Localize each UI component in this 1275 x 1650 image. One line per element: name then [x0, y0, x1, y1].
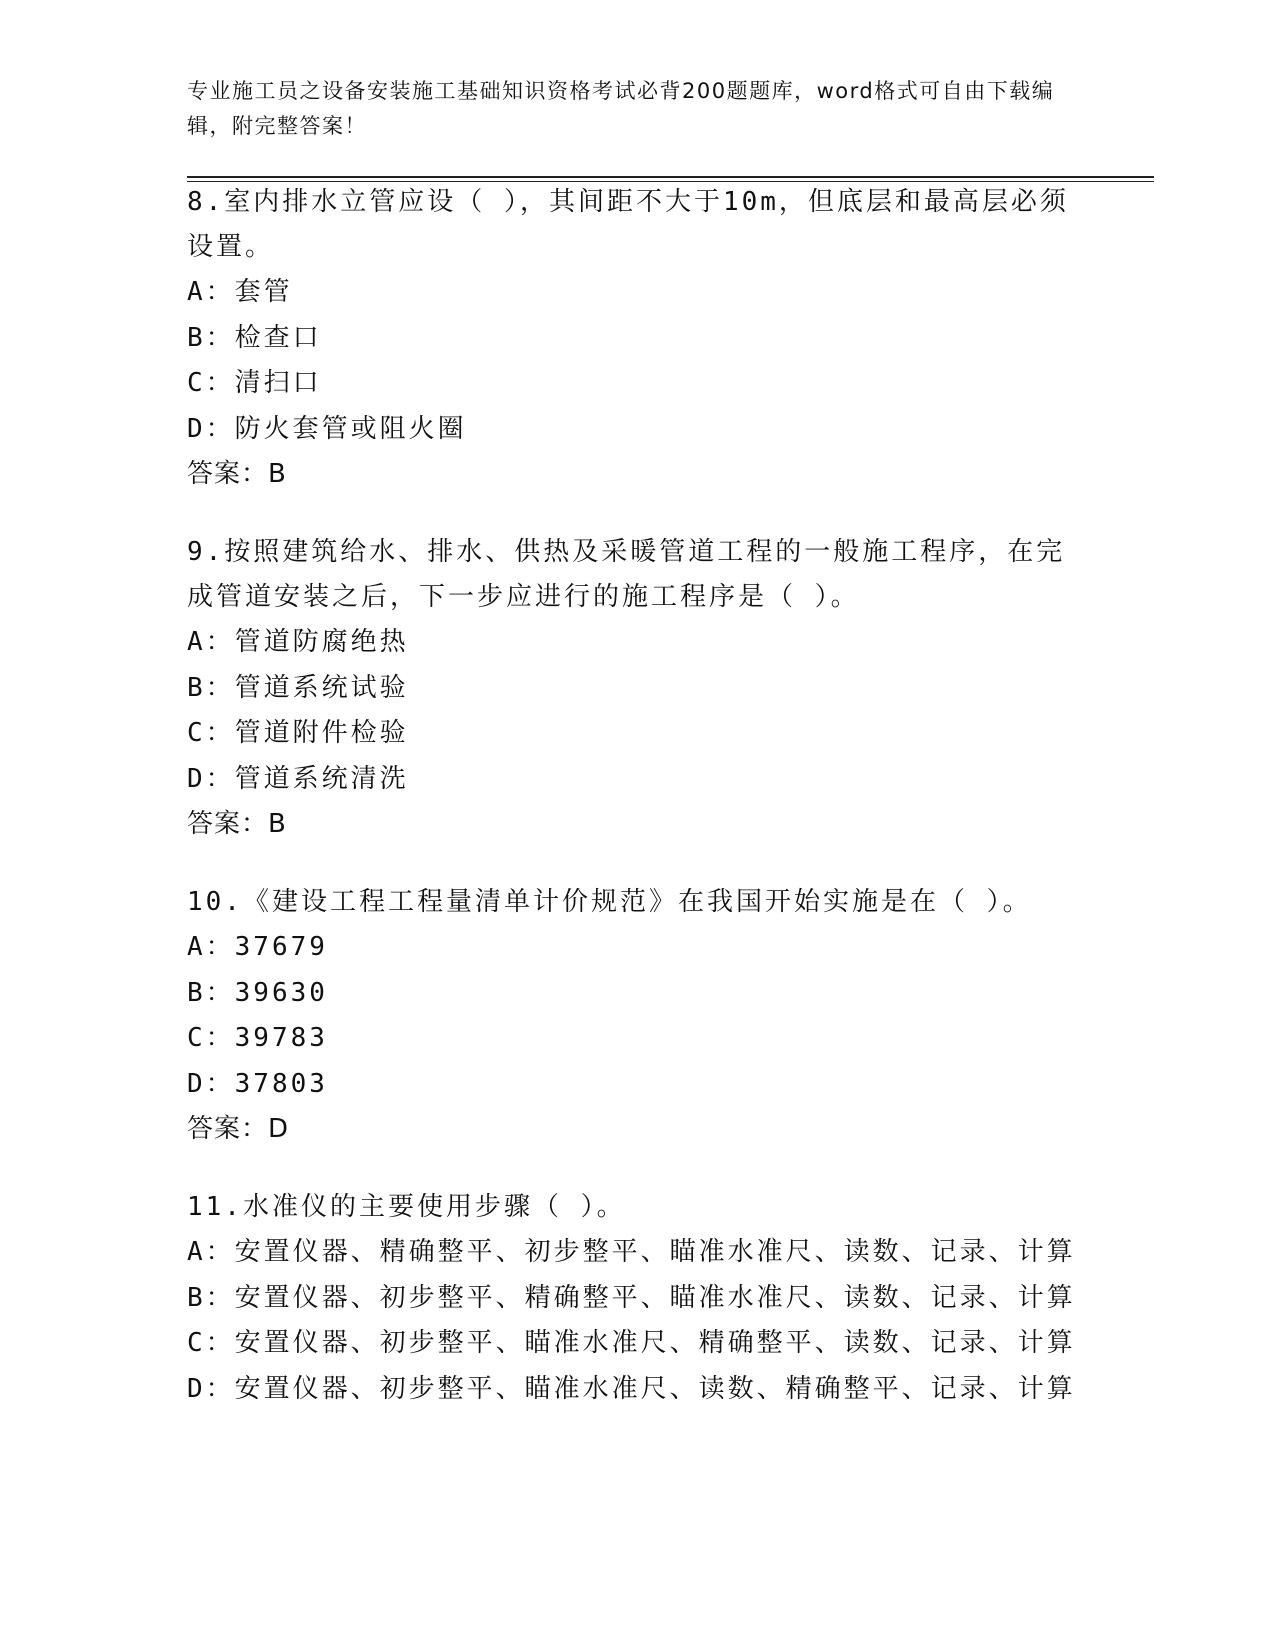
- question-11: [187, 1185, 1077, 1412]
- question-stem: 11.水准仪的主要使用步骤（ ）。: [187, 1192, 626, 1222]
- option-d: D：安置仪器、初步整平、瞄准水准尺、读数、精确整平、记录、计算: [187, 1373, 1076, 1404]
- document-header: 专业施工员之设备安装施工基础知识资格考试必背200题题库，word格式可自由下载编辑，附完整答案！: [187, 79, 1055, 138]
- option-c: C：39783: [187, 1023, 328, 1053]
- question-8: [187, 180, 1077, 497]
- option-c: C：管道附件检验: [187, 718, 409, 748]
- option-a: A：37679: [187, 932, 328, 962]
- option-a: A：套管: [187, 277, 293, 307]
- answer: 答案：B: [187, 809, 287, 839]
- answer: 答案：B: [187, 459, 287, 489]
- question-10: [187, 880, 1077, 1152]
- question-9: [187, 530, 1077, 847]
- option-b: B：管道系统试验: [187, 672, 409, 703]
- option-d: D：防火套管或阻火圈: [187, 413, 467, 444]
- question-stem: 8.室内排水立管应设（ ），其间距不大于10m，但底层和最高层必须设置。: [187, 187, 1069, 262]
- question-stem: 10.《建设工程工程量清单计价规范》在我国开始实施是在（ ）。: [187, 887, 1032, 917]
- answer: 答案：D: [187, 1114, 290, 1144]
- option-b: B：安置仪器、初步整平、精确整平、瞄准水准尺、读数、记录、计算: [187, 1282, 1076, 1313]
- option-c: C：清扫口: [187, 368, 322, 398]
- option-d: D：37803: [187, 1068, 328, 1099]
- header-divider-thick: [187, 176, 1154, 178]
- option-c: C：安置仪器、初步整平、瞄准水准尺、精确整平、读数、记录、计算: [187, 1328, 1076, 1358]
- option-d: D：管道系统清洗: [187, 763, 409, 794]
- question-stem: 9.按照建筑给水、排水、供热及采暖管道工程的一般施工程序，在完成管道安装之后，下一步应进行的施工程序是（ ）。: [187, 537, 1066, 612]
- option-a: A：安置仪器、精确整平、初步整平、瞄准水准尺、读数、记录、计算: [187, 1237, 1076, 1267]
- option-a: A：管道防腐绝热: [187, 627, 409, 657]
- option-b: B：检查口: [187, 322, 322, 353]
- option-b: B：39630: [187, 977, 328, 1008]
